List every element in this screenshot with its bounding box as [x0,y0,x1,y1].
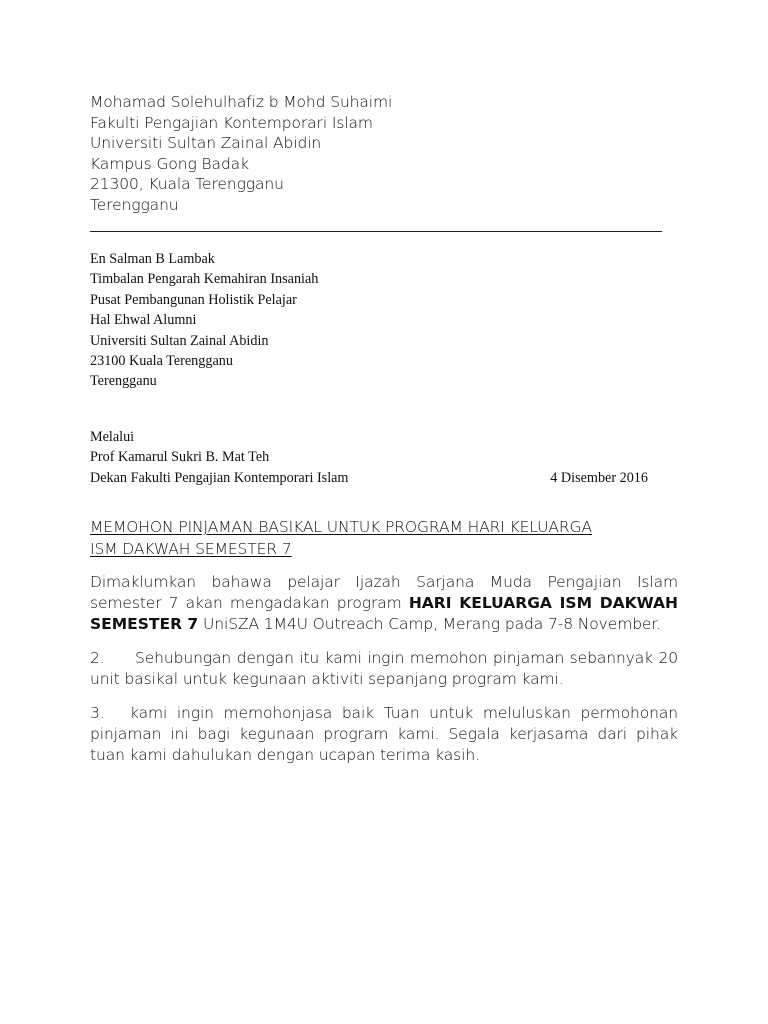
paragraph-2-text: Sehubungan dengan itu kami ingin memohon pinjaman sebannyak 20 unit basikal untuk kegunaan aktiviti sepanjang program kami. [90,649,678,688]
paragraph-3-number: 3. [90,704,105,722]
recipient-address [90,249,318,392]
via-name: Prof Kamarul Sukri B. Mat Teh [90,449,270,466]
letter-subject [90,517,680,560]
via-position: Dekan Fakulti Pengajian Kontemporari Islam [90,469,349,486]
sender-faculty: Fakulti Pengajian Kontemporari Islam [90,113,373,132]
via-block [90,427,648,488]
recipient-centre: Pusat Pembangunan Holistik Pelajar [90,291,297,308]
sender-address [90,92,392,216]
sender-postcode-city: 21300, Kuala Terengganu [90,175,284,194]
subject-line-1: MEMOHON PINJAMAN BASIKAL UNTUK PROGRAM HARI KELUARGA [90,518,592,536]
subject-line-2: ISM DAKWAH SEMESTER 7 [90,539,292,558]
recipient-name: En Salman B Lambak [90,251,215,267]
recipient-title: Timbalan Pengarah Kemahiran Insaniah [90,271,319,288]
recipient-state: Terengganu [90,373,157,390]
via-label: Melalui [90,429,135,445]
sender-university: Universiti Sultan Zainal Abidin [90,134,322,153]
via-position-row [90,468,648,488]
paragraph-3 [90,703,678,766]
paragraph-1-start: Dimaklumkan bahawa pelajar Ijazah Sarjana Muda Pengajian Islam semester 7 akan mengadakan program [90,573,678,612]
recipient-postcode-city: 23100 Kuala Terengganu [90,353,233,370]
sender-campus: Kampus Gong Badak [90,154,249,173]
paragraph-1 [90,572,678,635]
paragraph-1-program-name: HARI KELUARGA ISM DAKWAH SEMESTER 7 [90,594,679,633]
header-divider [90,231,662,232]
sender-state: Terengganu [90,195,179,214]
recipient-department: Hal Ehwal Alumni [90,312,197,329]
paragraph-2-number: 2. [90,649,105,667]
paragraph-1-end: UniSZA 1M4U Outreach Camp, Merang pada 7-8 November. [198,615,662,633]
sender-name: Mohamad Solehulhafiz b Mohd Suhaimi [90,93,393,111]
recipient-university: Universiti Sultan Zainal Abidin [90,332,269,349]
paragraph-3-text: kami ingin memohonjasa baik Tuan untuk meluluskan permohonan pinjaman ini bagi kegunaan program kami. Segala kerjasama dari pihak tuan kami dahulukan dengan ucapan terima kasih. [90,704,678,764]
paragraph-2 [90,648,678,690]
letter-date: 4 Disember 2016 [550,469,648,486]
